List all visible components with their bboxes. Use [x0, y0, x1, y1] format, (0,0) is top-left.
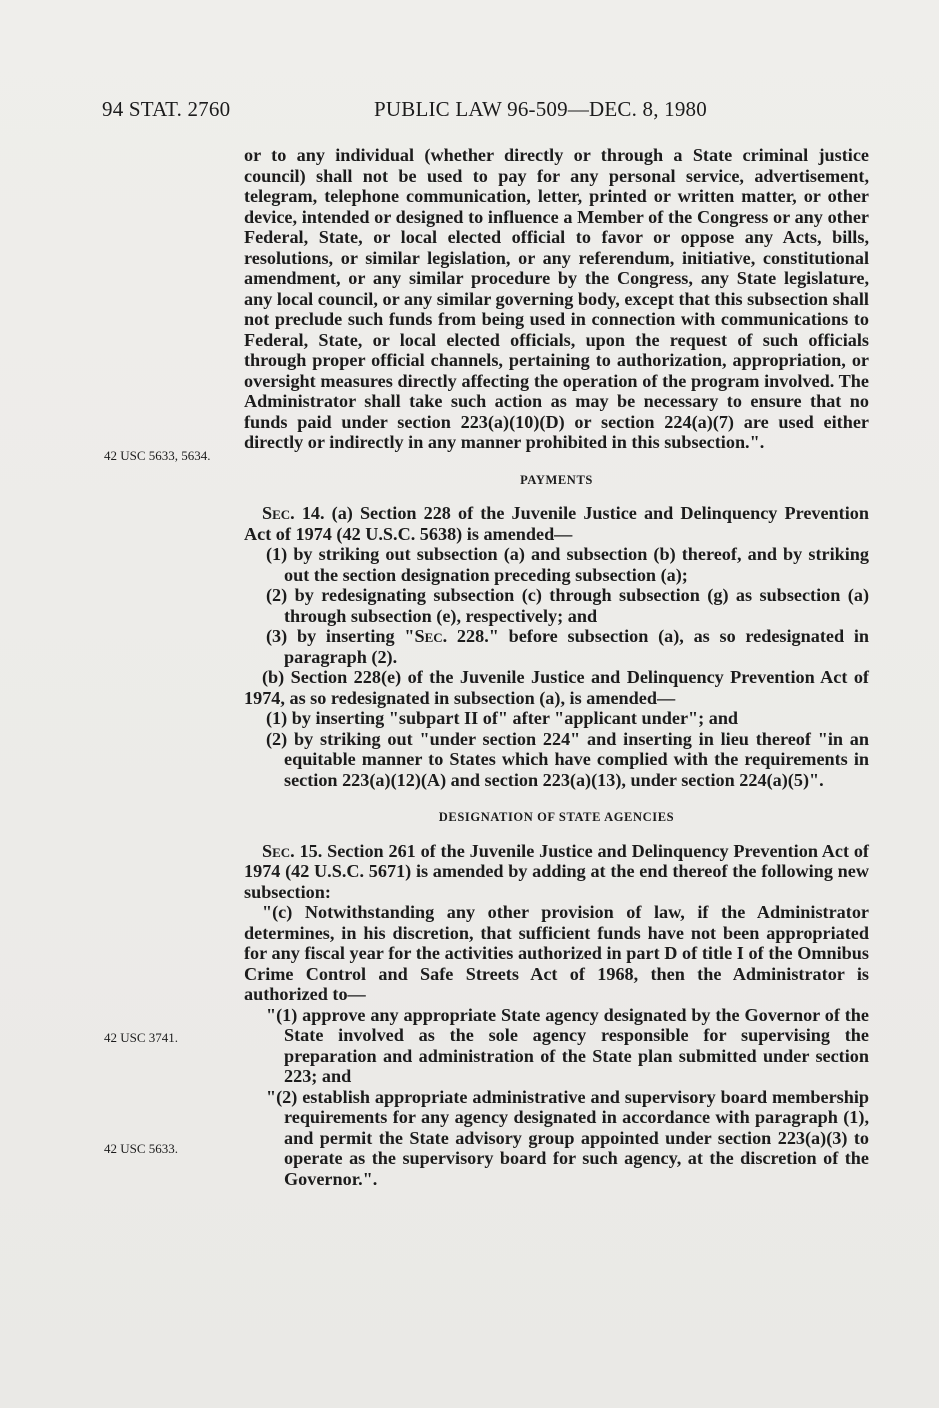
sec-14-text: 14. (a) Section 228 of the Juvenile Justice and Delinquency Prevention Act of 1974 (42 U.S.C. 5638) is amended—	[244, 503, 869, 544]
sec-14-intro	[244, 503, 869, 544]
sec-15-text: 15. Section 261 of the Juvenile Justice and Delinquency Prevention Act of 1974 (42 U.S.C. 5671) is amended by adding at the end thereof the following new subsection:	[244, 840, 869, 902]
section-heading-designation: DESIGNATION OF STATE AGENCIES	[438, 810, 675, 824]
margin-note-usc-3741: 42 USC 3741.	[104, 1030, 179, 1045]
page-header	[102, 97, 862, 129]
sec-label: Sec.	[262, 503, 295, 523]
section-heading-payments: PAYMENTS	[520, 472, 593, 487]
sec-15-c-2: "(2) establish appropriate administrative and supervisory board membership requirements for any agency designated in accordance with paragraph (1), and permit the State advisory group appointed under section 223(a)(3) to operate as the supervisory board for such agency, at the discretion of the Governor.".	[266, 1086, 869, 1189]
sec-14-b: (b) Section 228(e) of the Juvenile Justice and Delinquency Prevention Act of 1974, as so redesignated in subsection (a), is amended—	[244, 667, 869, 708]
sec-15-intro	[244, 841, 869, 903]
margin-note-usc-5633-5634: 42 USC 5633, 5634.	[104, 448, 211, 463]
text-fragment: (3) by inserting "	[266, 626, 415, 646]
sec-14-a-3	[244, 626, 869, 667]
sec-15-c-1: "(1) approve any appropriate State agency designated by the Governor of the State involved as the sole agency responsible for supervising the preparation and administration of the State plan submitted under section 223; and	[266, 1004, 869, 1086]
statute-page-number: 94 STAT. 2760	[102, 97, 231, 121]
sec-15-c: "(c) Notwithstanding any other provision of law, if the Administrator determines, in his discretion, that sufficient funds have not been appropriated for any fiscal year for the activities authorized in part D of title I of the Omnibus Crime Control and Safe Streets Act of 1968, then the Administrator is authorized to—	[244, 902, 869, 1004]
sec-label: Sec.	[414, 626, 448, 646]
sec-14-a-2: (2) by redesignating subsection (c) through subsection (g) as subsection (a) through subsection (e), respectively; and	[266, 585, 869, 626]
public-law-citation: PUBLIC LAW 96-509—DEC. 8, 1980	[374, 97, 707, 121]
sec-14-b-2: (2) by striking out "under section 224" and inserting in lieu thereof "in an equitable manner to States which have complied with the requirements in section 223(a)(12)(A) and section 223(a)(13), under section 224(a)(5)".	[266, 728, 869, 790]
text-fragment: 228." before subsection (a), as so redesignated in paragraph (2).	[284, 626, 869, 667]
continuation-paragraph: or to any individual (whether directly or through a State criminal justice council) shall not be used to pay for any personal service, advertisement, telegram, telephone communication, letter, printed or written matter, or other device, intended or designed to influence a Member of the Congress or any other Federal, State, or local elected official to favor or oppose any Acts, bills, resolutions, or similar legislation, or any referendum, initiative, constitutional amendment, or any similar procedure by the Congress, any State legislature, any local council, or any similar governing body, except that this subsection shall not preclude such funds from being used in connection with communications to Federal, State, or local elected officials, upon the request of such officials through proper official channels, pertaining to authorization, appropriation, or oversight measures directly affecting the operation of the program involved. The Administrator shall take such action as may be necessary to ensure that no funds paid under section 223(a)(10)(D) or section 224(a)(7) are used either directly or indirectly in any manner prohibited in this subsection.".	[244, 145, 869, 452]
margin-note-usc-5633: 42 USC 5633.	[104, 1141, 179, 1156]
main-text	[244, 145, 869, 1189]
sec-14-b-1: (1) by inserting "subpart II of" after "applicant under"; and	[266, 708, 739, 728]
sec-label: Sec.	[262, 840, 295, 861]
sec-14-a-1: (1) by striking out subsection (a) and subsection (b) thereof, and by striking out the section designation preceding subsection (a);	[266, 544, 869, 585]
